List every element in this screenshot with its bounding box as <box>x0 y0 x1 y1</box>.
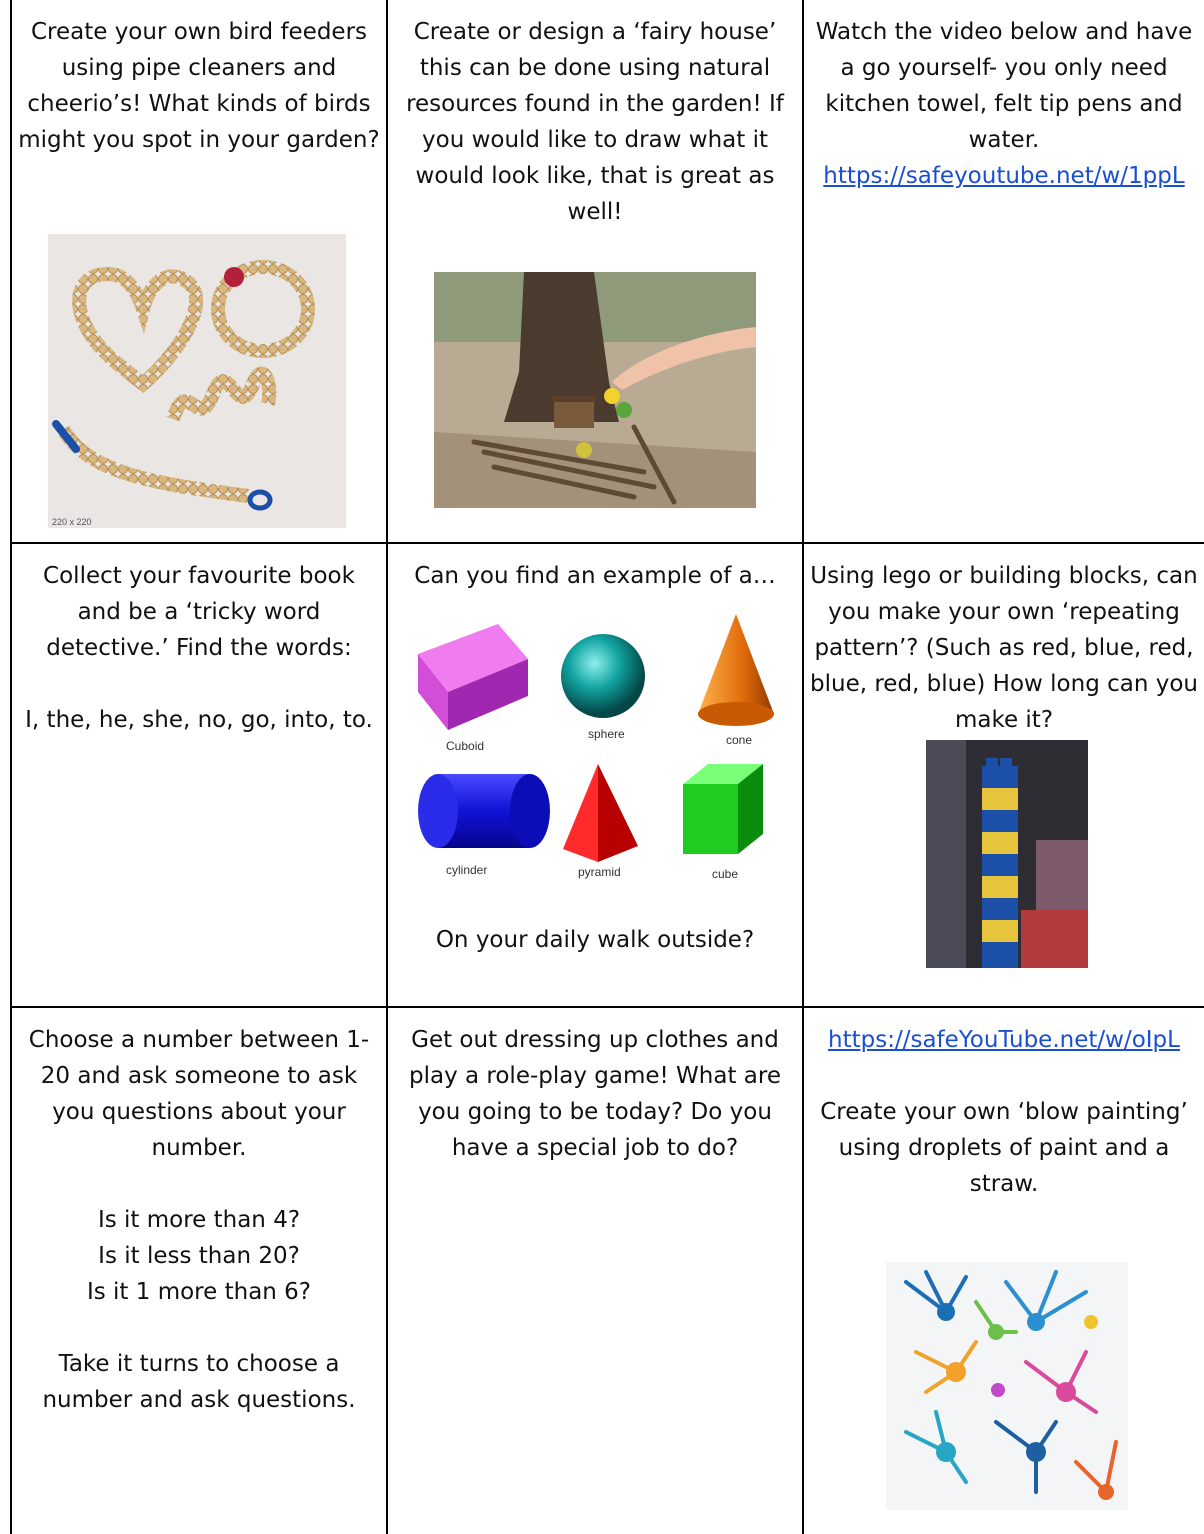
cell-number-game <box>12 1008 386 1418</box>
shapes-image <box>408 614 780 890</box>
number-game-footer: Take it turns to choose a number and ask questions. <box>42 1351 356 1413</box>
cylinder-shape <box>418 774 550 848</box>
question-2: Is it less than 20? <box>98 1243 300 1269</box>
blow-painting-text: Create your own ‘blow painting’ using droplets of paint and a straw. <box>820 1099 1188 1197</box>
question-1: Is it more than 4? <box>97 1207 301 1233</box>
number-game-text: Choose a number between 1-20 and ask someone to ask you questions about your number. <box>28 1027 370 1161</box>
pyramid-shape <box>563 764 638 862</box>
cell-fairy-house <box>388 0 802 230</box>
cell-blow-painting <box>804 1008 1204 1202</box>
shapes-footer-cell <box>388 922 802 958</box>
lego-tower-image <box>926 740 1088 968</box>
label-cylinder: cylinder <box>446 863 488 877</box>
cheerio-feeders-image <box>48 234 346 528</box>
label-pyramid: pyramid <box>578 865 621 879</box>
cell-video-activity <box>804 0 1204 194</box>
bird-feeders-text: Create your own bird feeders using pipe cleaners and cheerio’s! What kinds of birds might you spot in your garden? <box>18 19 380 153</box>
sphere-shape <box>561 634 645 718</box>
fairy-house-image <box>434 272 756 508</box>
image-size-caption: 220 x 220 <box>52 517 92 527</box>
cell-bird-feeders <box>12 0 386 158</box>
repeating-pattern-text: Using lego or building blocks, can you make your own ‘repeating pattern’? (Such as red, blue, red, blue, red, blue) How long can you make it? <box>810 563 1198 733</box>
cell-shapes <box>388 544 802 594</box>
shapes-prompt: Can you find an example of a… <box>414 563 776 589</box>
cone-shape <box>698 614 774 726</box>
label-cone: cone <box>726 733 753 747</box>
video-link[interactable]: https://safeyoutube.net/w/1ppL <box>823 163 1185 189</box>
question-3: Is it 1 more than 6? <box>86 1279 312 1305</box>
table-divider-2 <box>802 0 804 1534</box>
cell-tricky-words <box>12 544 386 738</box>
cell-repeating-pattern <box>804 544 1204 738</box>
fairy-house-text: Create or design a ‘fairy house’ this can be done using natural resources found in the garden! If you would like to draw what it would look like, that is great as well! <box>406 19 784 225</box>
shapes-footer: On your daily walk outside? <box>435 927 755 953</box>
role-play-text: Get out dressing up clothes and play a role-play game! What are you going to be today? Do you have a special job to do? <box>409 1027 781 1161</box>
video-activity-text: Watch the video below and have a go yourself- you only need kitchen towel, felt tip pens and water. <box>815 19 1193 153</box>
cuboid-shape <box>418 624 528 730</box>
blow-painting-image <box>886 1262 1128 1510</box>
tricky-words-text: Collect your favourite book and be a ‘tricky word detective.’ Find the words: <box>43 563 355 661</box>
blow-painting-link[interactable]: https://safeYouTube.net/w/oIpL <box>828 1027 1180 1053</box>
cube-shape <box>683 764 763 854</box>
label-cuboid: Cuboid <box>446 739 485 753</box>
label-sphere: sphere <box>588 727 625 741</box>
tricky-words-list: I, the, he, she, no, go, into, to. <box>25 707 373 733</box>
cell-role-play <box>388 1008 802 1166</box>
table-divider-1 <box>386 0 388 1534</box>
label-cube: cube <box>712 867 739 881</box>
